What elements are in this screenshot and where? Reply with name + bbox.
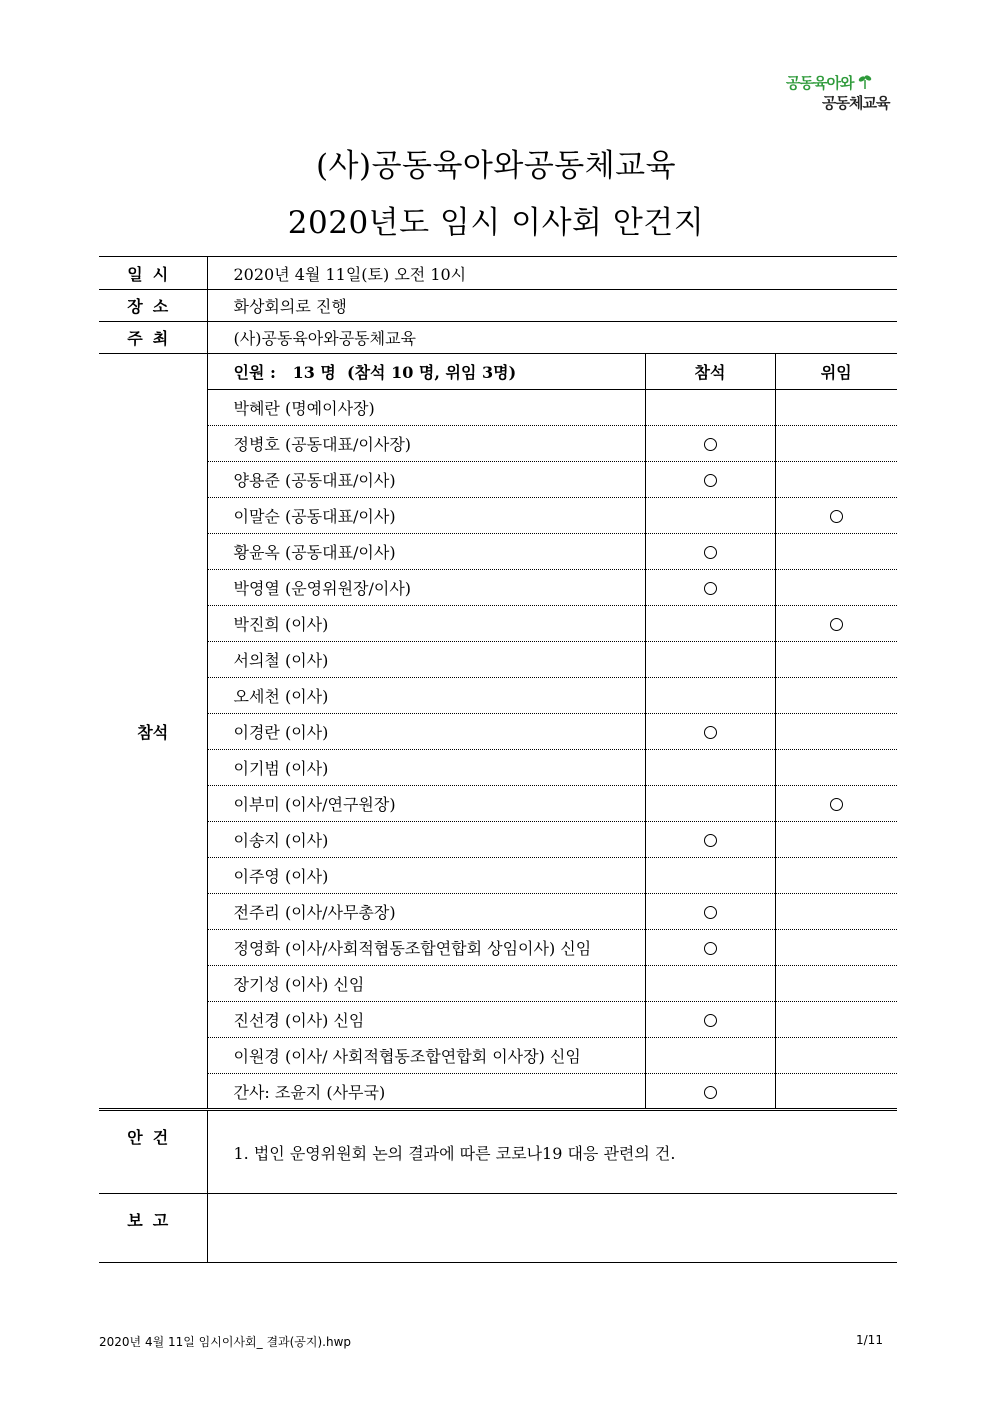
- member-attend-cell: [645, 426, 775, 462]
- member-row: [99, 858, 897, 894]
- member-proxy-cell: [775, 822, 897, 858]
- attend-mark: [704, 726, 717, 739]
- member-name: 양용준 (공동대표/이사): [207, 462, 645, 498]
- member-row: [99, 390, 897, 426]
- attend-mark: [704, 942, 717, 955]
- member-row: [99, 966, 897, 1002]
- member-attend-cell: [645, 606, 775, 642]
- member-proxy-cell: [775, 750, 897, 786]
- member-row: [99, 1074, 897, 1110]
- member-row: [99, 894, 897, 930]
- member-attend-cell: [645, 642, 775, 678]
- logo-text-line1: 공동육아와: [786, 74, 854, 92]
- member-proxy-cell: [775, 858, 897, 894]
- member-attend-cell: [645, 714, 775, 750]
- agenda-row: [99, 1110, 897, 1194]
- member-row: [99, 750, 897, 786]
- member-proxy-cell: [775, 606, 897, 642]
- organization-logo: [782, 72, 897, 122]
- date-label: 일시: [99, 257, 207, 290]
- member-attend-cell: [645, 750, 775, 786]
- member-attend-cell: [645, 678, 775, 714]
- agenda-table-body: [99, 257, 897, 1263]
- member-attend-cell: [645, 390, 775, 426]
- member-name: 이경란 (이사): [207, 714, 645, 750]
- member-name: 서의철 (이사): [207, 642, 645, 678]
- attend-mark: [704, 546, 717, 559]
- member-name: 간사: 조윤지 (사무국): [207, 1074, 645, 1110]
- member-name: 진선경 (이사) 신임: [207, 1002, 645, 1038]
- place-label: 장소: [99, 290, 207, 322]
- footer-filename: 2020년 4월 11일 임시이사회_ 결과(공지).hwp: [99, 1335, 352, 1349]
- member-attend-cell: [645, 462, 775, 498]
- member-row: [99, 1002, 897, 1038]
- member-name: 이말순 (공동대표/이사): [207, 498, 645, 534]
- attend-mark: [704, 1086, 717, 1099]
- member-name: 정병호 (공동대표/이사장): [207, 426, 645, 462]
- member-name: 이부미 (이사/연구원장): [207, 786, 645, 822]
- member-attend-cell: [645, 822, 775, 858]
- agenda-table: [99, 256, 897, 1263]
- member-name: 전주리 (이사/사무총장): [207, 894, 645, 930]
- member-name: 정영화 (이사/사회적협동조합연합회 상임이사) 신임: [207, 930, 645, 966]
- member-proxy-cell: [775, 498, 897, 534]
- member-row: [99, 606, 897, 642]
- info-row-host: [99, 322, 897, 354]
- proxy-mark: [830, 618, 843, 631]
- member-attend-cell: [645, 930, 775, 966]
- member-proxy-cell: [775, 1074, 897, 1110]
- member-row: [99, 642, 897, 678]
- logo-text-line2: 공동체교육: [822, 94, 890, 112]
- member-proxy-cell: [775, 786, 897, 822]
- place-value: 화상회의로 진행: [207, 290, 897, 322]
- member-attend-cell: [645, 1002, 775, 1038]
- member-proxy-cell: [775, 570, 897, 606]
- footer-page-number: 1/11: [856, 1333, 883, 1347]
- proxy-mark: [830, 510, 843, 523]
- member-name: 장기성 (이사) 신임: [207, 966, 645, 1002]
- member-name: 이원경 (이사/ 사회적협동조합연합회 이사장) 신임: [207, 1038, 645, 1074]
- member-name: 박진희 (이사): [207, 606, 645, 642]
- member-proxy-cell: [775, 462, 897, 498]
- member-proxy-cell: [775, 930, 897, 966]
- member-row: [99, 498, 897, 534]
- member-attend-cell: [645, 534, 775, 570]
- attend-mark: [704, 1014, 717, 1027]
- member-proxy-cell: [775, 534, 897, 570]
- host-value: (사)공동육아와공동체교육: [207, 322, 897, 354]
- member-attend-cell: [645, 498, 775, 534]
- member-attend-cell: [645, 966, 775, 1002]
- member-proxy-cell: [775, 390, 897, 426]
- member-name: 오세천 (이사): [207, 678, 645, 714]
- member-proxy-cell: [775, 714, 897, 750]
- member-attend-cell: [645, 1038, 775, 1074]
- attend-mark: [704, 834, 717, 847]
- member-proxy-cell: [775, 894, 897, 930]
- info-row-date: [99, 257, 897, 290]
- report-item: [207, 1194, 897, 1263]
- member-row: [99, 930, 897, 966]
- member-row: [99, 426, 897, 462]
- sprout-icon: [858, 74, 872, 90]
- member-proxy-cell: [775, 1038, 897, 1074]
- attend-mark: [704, 438, 717, 451]
- member-name: 박혜란 (명예이사장): [207, 390, 645, 426]
- member-row: [99, 678, 897, 714]
- member-proxy-cell: [775, 642, 897, 678]
- host-label: 주최: [99, 322, 207, 354]
- member-row: [99, 534, 897, 570]
- member-name: 박영열 (운영위원장/이사): [207, 570, 645, 606]
- member-row: [99, 822, 897, 858]
- member-attend-cell: [645, 1074, 775, 1110]
- attend-mark: [704, 582, 717, 595]
- report-label: 보고: [99, 1194, 207, 1263]
- member-name: 이주영 (이사): [207, 858, 645, 894]
- member-row: [99, 462, 897, 498]
- document-title: (사)공동육아와공동체교육: [315, 148, 677, 184]
- member-proxy-cell: [775, 966, 897, 1002]
- report-row: [99, 1194, 897, 1263]
- attendance-header-row: [99, 354, 897, 390]
- info-row-place: [99, 290, 897, 322]
- member-attend-cell: [645, 570, 775, 606]
- member-row: [99, 714, 897, 750]
- member-proxy-cell: [775, 426, 897, 462]
- attend-mark: [704, 474, 717, 487]
- member-proxy-cell: [775, 1002, 897, 1038]
- proxy-column-header: 위임: [775, 354, 897, 390]
- date-value: 2020년 4월 11일(토) 오전 10시: [207, 257, 897, 290]
- member-attend-cell: [645, 894, 775, 930]
- attend-column-header: 참석: [645, 354, 775, 390]
- member-row: [99, 570, 897, 606]
- member-name: 이기범 (이사): [207, 750, 645, 786]
- proxy-mark: [830, 798, 843, 811]
- document-subtitle: 2020년도 임시 이사회 안건지: [287, 205, 705, 241]
- member-name: 이송지 (이사): [207, 822, 645, 858]
- member-row: [99, 1038, 897, 1074]
- member-name: 황윤옥 (공동대표/이사): [207, 534, 645, 570]
- member-row: [99, 786, 897, 822]
- attendance-summary: 인원 : 13 명 (참석 10 명, 위임 3명): [207, 354, 645, 390]
- member-proxy-cell: [775, 678, 897, 714]
- member-attend-cell: [645, 786, 775, 822]
- member-attend-cell: [645, 858, 775, 894]
- attend-mark: [704, 906, 717, 919]
- agenda-label: 안건: [99, 1110, 207, 1194]
- agenda-item: 1. 법인 운영위원회 논의 결과에 따른 코로나19 대응 관련의 건.: [207, 1110, 897, 1194]
- attendance-label: 참석: [99, 354, 207, 1110]
